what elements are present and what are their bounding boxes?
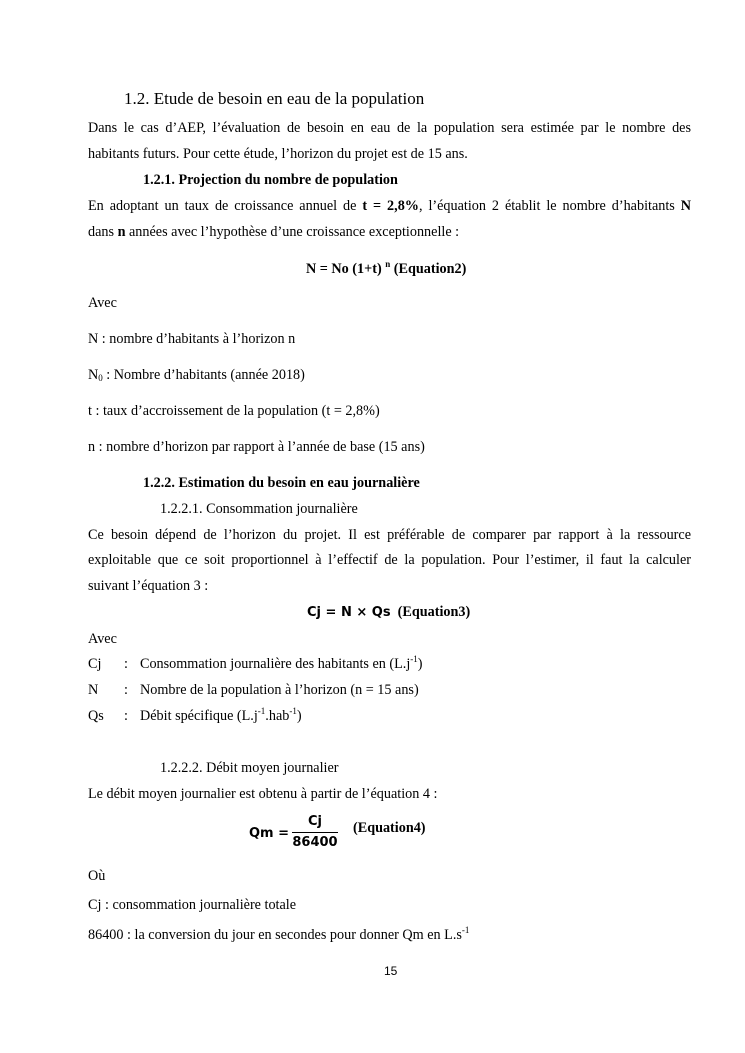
fraction: Cj 86400 [292, 814, 338, 850]
definition-cj: Cj : consommation journalière totale [88, 897, 297, 913]
page-number: 15 [384, 964, 398, 978]
section-heading-1-2-2-2: 1.2.2.2. Débit moyen journalier [160, 760, 339, 776]
equation-2: N = No (1+t) $^n$ (Equation2) [306, 259, 467, 277]
section-heading-1-2: 1.2. Etude de besoin en eau de la population [124, 89, 425, 108]
avec-label-1: Avec [88, 295, 117, 311]
equation-3: Cj = N × Qs (Equation3) [307, 604, 471, 620]
definition-86400: 86400 : la conversion du jour en secondes pour donner Qm en $L.s^{-1}$ [88, 925, 470, 943]
section-heading-1-2-1: 1.2.1. Projection du nombre de population [143, 172, 398, 188]
section-heading-1-2-2: 1.2.2. Estimation du besoin en eau journalière [143, 475, 420, 491]
ou-label: Où [88, 868, 106, 884]
paragraph-debit: Le débit moyen journalier est obtenu à partir de l’équation 4 : [88, 786, 438, 802]
definition-n: n : nombre d’horizon par rapport à l’année de base (15 ans) [88, 439, 425, 455]
avec-label-2: Avec [88, 631, 117, 647]
definition-t: t : taux d’accroissement de la population (t = 2,8%) [88, 403, 380, 419]
definition-N0: $N_0$ : Nombre d’habitants (année 2018) [88, 367, 305, 383]
section-heading-1-2-2-1: 1.2.2.1. Consommation journalière [160, 501, 358, 517]
definition-N: N : nombre d’habitants à l’horizon n [88, 331, 296, 347]
